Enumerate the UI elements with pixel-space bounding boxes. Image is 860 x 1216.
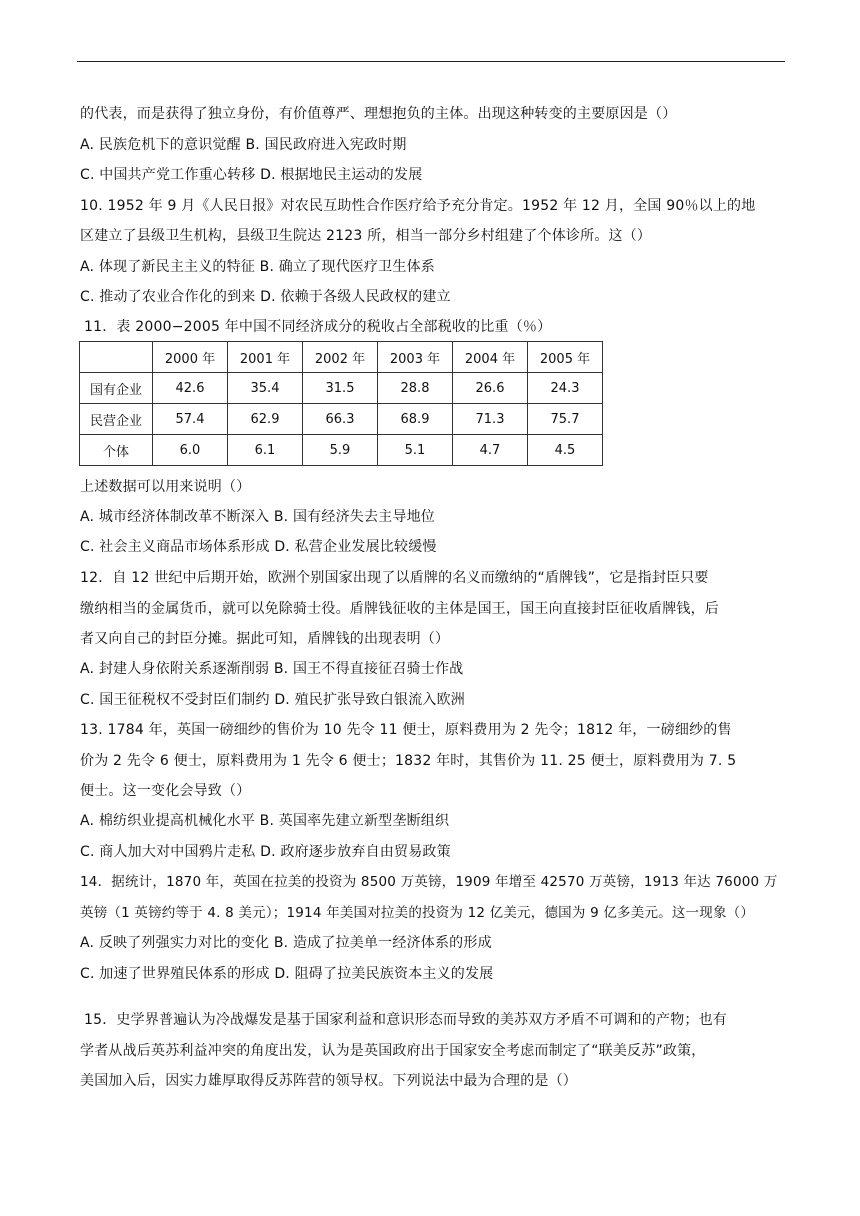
q13-stem-line3: 便士。这一变化会导致（）: [80, 783, 251, 799]
table-cell: 68.9: [378, 404, 453, 435]
q13-stem-line1: 13. 1784 年，英国一磅细纱的售价为 10 先令 11 便士，原料费用为 2 先令；1812 年，一磅细纱的售: [80, 722, 732, 738]
table-cell: 66.3: [303, 404, 378, 435]
q12-stem-line3: 者又向自己的封臣分摊。据此可知，盾牌钱的出现表明（）: [80, 631, 450, 647]
table-row-label: 个体: [80, 435, 153, 466]
q10-options-cd: C. 推动了农业合作化的到来 D. 依赖于各级人民政权的建立: [80, 289, 451, 305]
table-cell: 6.1: [228, 435, 303, 466]
q12-options-cd: C. 国王征税权不受封臣们制约 D. 殖民扩张导致白银流入欧洲: [80, 692, 466, 708]
q14-stem-line1: 14．据统计，1870 年，英国在拉美的投资为 8500 万英镑，1909 年增至 42570 万英镑，1913 年达 76000 万: [80, 874, 778, 890]
q9-options-ab: A. 民族危机下的意识觉醒 B. 国民政府进入宪政时期: [80, 137, 407, 153]
q15-stem-line2: 学者从战后英苏利益冲突的角度出发，认为是英国政府出于国家安全考虑而制定了“联美反苏”政策，: [80, 1043, 706, 1059]
table-cell: 28.8: [378, 373, 453, 404]
q12-stem-line1: 12．自 12 世纪中后期开始，欧洲个别国家出现了以盾牌的名义而缴纳的“盾牌钱”，它是指封臣只要: [80, 570, 709, 586]
table-cell: 4.5: [528, 435, 603, 466]
q13-options-ab: A. 棉纺织业提高机械化水平 B. 英国率先建立新型垄断组织: [80, 813, 450, 829]
q15-stem-line3: 美国加入后，因实力雄厚取得反苏阵营的领导权。下列说法中最为合理的是（）: [80, 1073, 577, 1089]
table-cell: 42.6: [153, 373, 228, 404]
table-header-cell: 2005 年: [528, 342, 603, 373]
table-cell: 31.5: [303, 373, 378, 404]
q11-question: 上述数据可以用来说明（）: [80, 479, 251, 495]
header-rule: [77, 61, 785, 62]
q14-options-ab: A. 反映了列强实力对比的变化 B. 造成了拉美单一经济体系的形成: [80, 935, 492, 951]
q11-title: 11．表 2000−2005 年中国不同经济成分的税收占全部税收的比重（％）: [84, 319, 552, 335]
table-row-label: 民营企业: [80, 404, 153, 435]
q9-stem-end: 的代表，而是获得了独立身份，有价值尊严、理想抱负的主体。出现这种转变的主要原因是（）: [80, 106, 677, 122]
q11-options-ab: A. 城市经济体制改革不断深入 B. 国有经济失去主导地位: [80, 509, 435, 525]
table-cell: 35.4: [228, 373, 303, 404]
table-row-label: 国有企业: [80, 373, 153, 404]
table-row: [80, 373, 603, 404]
table-header-cell: 2000 年: [153, 342, 228, 373]
table-header-cell: 2004 年: [453, 342, 528, 373]
q14-stem-line2: 英镑（1 英镑约等于 4. 8 美元）；1914 年美国对拉美的投资为 12 亿美元，德国为 9 亿多美元。这一现象（）: [80, 905, 755, 921]
table-header-cell: 2002 年: [303, 342, 378, 373]
table-cell: 24.3: [528, 373, 603, 404]
q9-options-cd: C. 中国共产党工作重心转移 D. 根据地民主运动的发展: [80, 167, 423, 183]
q10-options-ab: A. 体现了新民主主义的特征 B. 确立了现代医疗卫生体系: [80, 259, 435, 275]
table-row: [80, 435, 603, 466]
table-cell: 5.1: [378, 435, 453, 466]
table-cell: 4.7: [453, 435, 528, 466]
table-cell: 75.7: [528, 404, 603, 435]
q13-options-cd: C. 商人加大对中国鸦片走私 D. 政府逐步放弃自由贸易政策: [80, 844, 451, 860]
table-header-cell: [80, 342, 153, 373]
table-cell: 26.6: [453, 373, 528, 404]
table-cell: 57.4: [153, 404, 228, 435]
table-header-row: [80, 342, 603, 373]
q14-options-cd: C. 加速了世界殖民体系的形成 D. 阻碍了拉美民族资本主义的发展: [80, 966, 494, 982]
table-cell: 5.9: [303, 435, 378, 466]
q13-stem-line2: 价为 2 先令 6 便士，原料费用为 1 先令 6 便士；1832 年时，其售价为 11. 25 便士，原料费用为 7. 5: [80, 753, 737, 769]
table-cell: 62.9: [228, 404, 303, 435]
table-row: [80, 404, 603, 435]
q10-stem-line2: 区建立了县级卫生机构，县级卫生院达 2123 所，相当一部分乡村组建了个体诊所。这（）: [80, 228, 652, 244]
tax-share-table: [79, 341, 603, 466]
table-cell: 71.3: [453, 404, 528, 435]
table-cell: 6.0: [153, 435, 228, 466]
table-header-cell: 2001 年: [228, 342, 303, 373]
table-header-cell: 2003 年: [378, 342, 453, 373]
q12-options-ab: A. 封建人身依附关系逐渐削弱 B. 国王不得直接征召骑士作战: [80, 661, 464, 677]
q10-stem-line1: 10. 1952 年 9 月《人民日报》对农民互助性合作医疗给予充分肯定。1952 年 12 月，全国 90％以上的地: [80, 198, 756, 214]
q12-stem-line2: 缴纳相当的金属货币，就可以免除骑士役。盾牌钱征收的主体是国王，国王向直接封臣征收盾牌钱，后: [80, 601, 719, 617]
q15-stem-line1: 15．史学界普遍认为冷战爆发是基于国家利益和意识形态而导致的美苏双方矛盾不可调和的产物；也有: [84, 1012, 728, 1028]
q11-options-cd: C. 社会主义商品市场体系形成 D. 私营企业发展比较缓慢: [80, 539, 437, 555]
